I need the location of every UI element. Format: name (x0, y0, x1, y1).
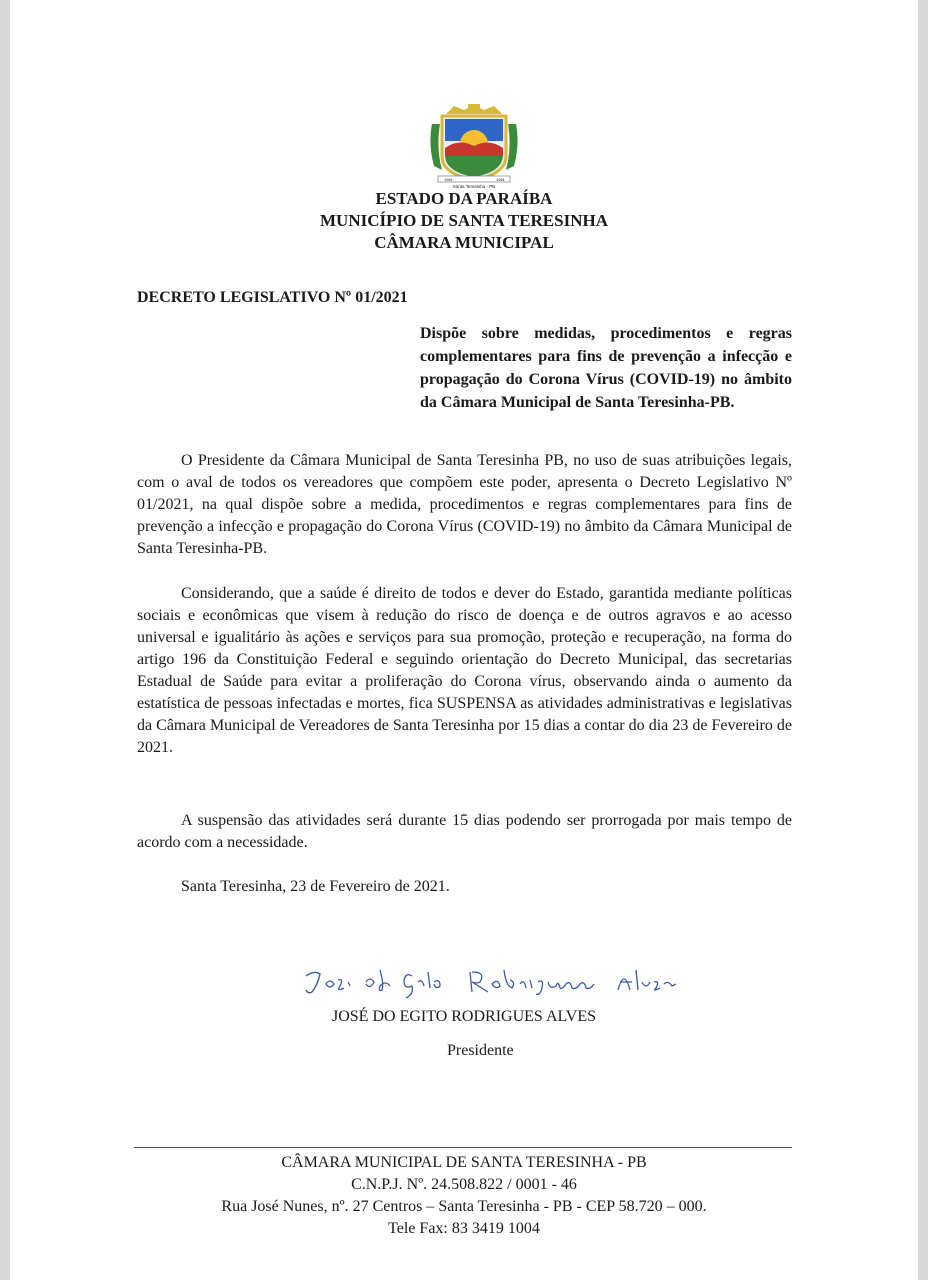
decree-title: DECRETO LEGISLATIVO Nº 01/2021 (137, 289, 408, 306)
svg-text:Santa Teresinha - PB: Santa Teresinha - PB (452, 184, 496, 189)
footer-address: Rua José Nunes, nº. 27 Centros – Santa Teresinha - PB - CEP 58.720 – 000. (221, 1198, 707, 1215)
paragraph-intro: O Presidente da Câmara Municipal de Santa Teresinha PB, no uso de suas atribuições legais, com o aval de todos os vereadores que compõem este poder, apresenta o Decreto Legislativo Nº 01/2021, na qual dispõe sobre a medida, procedimentos e regras complementares para fins de prevenção a infecção e propagação do Corona Vírus (COVID-19) no âmbito da Câmara Municipal de Santa Teresinha-PB. (137, 452, 792, 557)
place-date: Santa Teresinha, 23 de Fevereiro de 2021. (181, 878, 450, 895)
signer-name: JOSÉ DO EGITO RODRIGUES ALVES (332, 1008, 597, 1025)
svg-text:1961: 1961 (496, 177, 505, 182)
header-chamber: CÂMARA MUNICIPAL (374, 233, 554, 252)
footer-divider (134, 1147, 792, 1148)
coat-of-arms-icon (424, 104, 524, 190)
svg-text:1961: 1961 (444, 177, 453, 182)
paragraph-suspension: A suspensão das atividades será durante 15 dias podendo ser prorrogada por mais tempo de acordo com a necessidade. (137, 812, 792, 851)
footer-phone: Tele Fax: 83 3419 1004 (388, 1220, 540, 1237)
signer-role: Presidente (447, 1042, 514, 1059)
header-municipality: MUNICÍPIO DE SANTA TERESINHA (320, 211, 608, 230)
footer-cnpj: C.N.P.J. Nº. 24.508.822 / 0001 - 46 (351, 1176, 577, 1193)
handwritten-signature (300, 962, 680, 1002)
document-page (10, 0, 918, 1280)
footer-chamber: CÂMARA MUNICIPAL DE SANTA TERESINHA - PB (281, 1154, 647, 1171)
header-state: ESTADO DA PARAÍBA (375, 189, 553, 208)
paragraph-considering: Considerando, que a saúde é direito de todos e dever do Estado, garantida mediante políticas sociais e econômicas que visem à redução do risco de doença e de outros agravos e ao acesso universal e igualitário às ações e serviços para sua promoção, proteção e recuperação, na forma do artigo 196 da Constituição Federal e seguindo orientação do Decreto Municipal, das secretarias Estadual de Saúde para evitar a proliferação do Corona vírus, observando ainda o aumento da estatística de pessoas infectadas e mortes, fica SUSPENSA as atividades administrativas e legislativas da Câmara Municipal de Vereadores de Santa Teresinha por 15 dias a contar do dia 23 de Fevereiro de 2021. (137, 585, 792, 756)
decree-summary: Dispõe sobre medidas, procedimentos e regras complementares para fins de prevenção a infecção e propagação do Corona Vírus (COVID-19) no âmbito da Câmara Municipal de Santa Teresinha-PB. (420, 325, 792, 411)
